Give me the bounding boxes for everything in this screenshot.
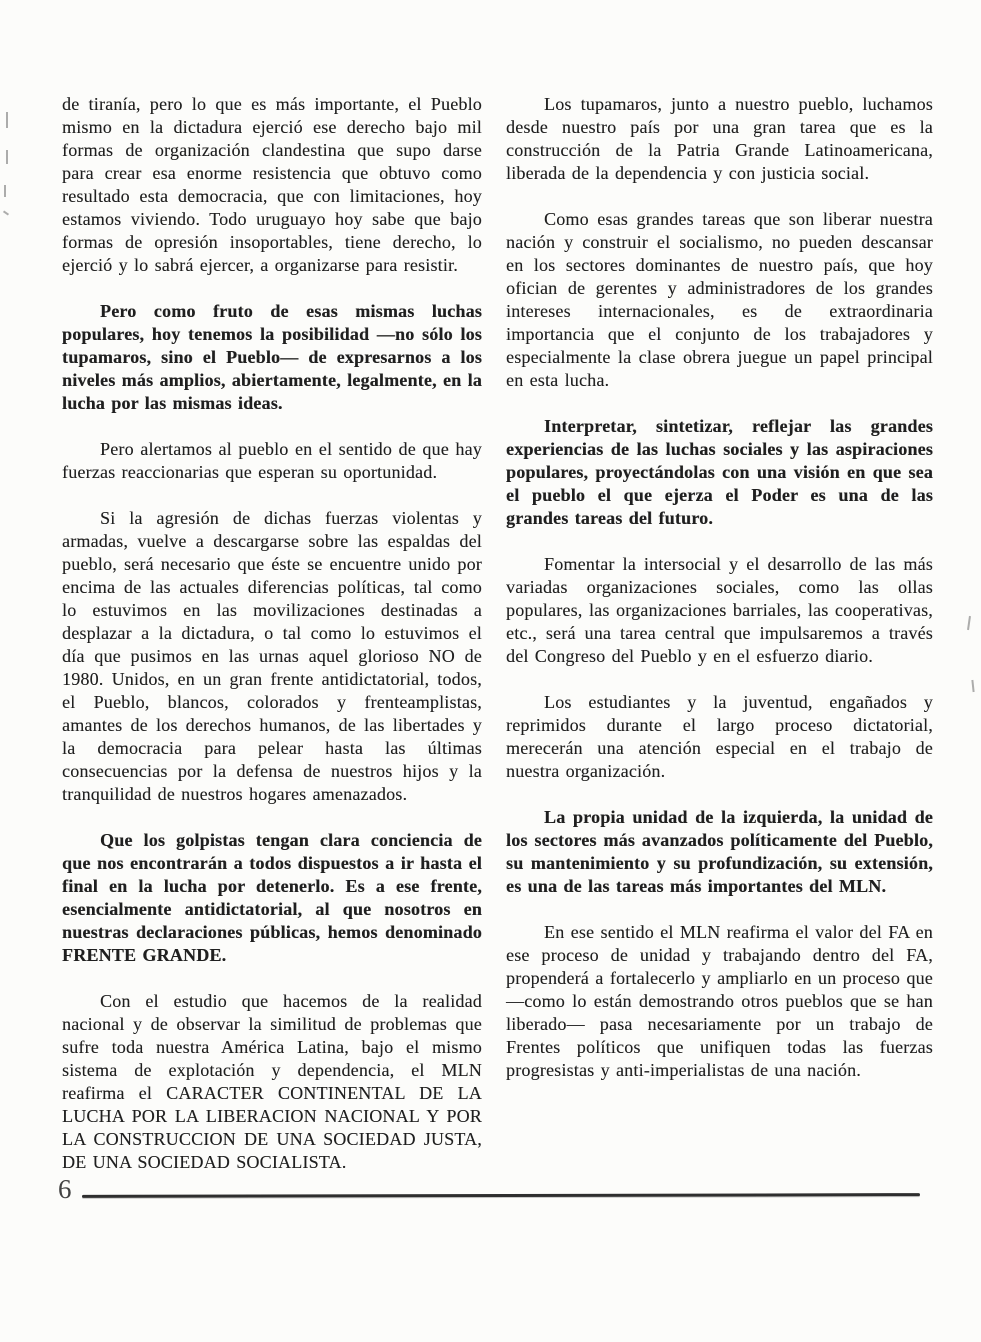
paragraph: En ese sentido el MLN reafirma el valor del FA en ese proceso de unidad y trabajando dentro del FA, propenderá a fortalecerlo y ampliarlo en un proceso que —como lo están demostrando otros pueblos que se han liberado— pasa necesariamente por un trabajo de Frentes políticos que unifiquen todas las fuerzas progresistas y anti-imperialistas de una nación. bbox=[506, 922, 933, 1080]
paragraph: La propia unidad de la izquierda, la unidad de los sectores más avanzados políticamente del Pueblo, su mantenimiento y su profundización, su extensión, es una de las tareas más importantes del MLN. bbox=[506, 807, 933, 896]
scan-artifact-mark bbox=[6, 112, 8, 128]
scan-artifact-mark bbox=[4, 185, 6, 197]
paragraph: Interpretar, sintetizar, reflejar las grandes experiencias de las luchas sociales y las aspiraciones populares, proyectándolas con una visión en que sea el pueblo el que ejerza el Poder es una de las grandes tareas del futuro. bbox=[506, 416, 933, 528]
scan-artifact-mark bbox=[967, 616, 971, 630]
paragraph: Los estudiantes y la juventud, engañados y reprimidos durante el largo proceso dictatorial, merecerán una atención especial en el trabajo de nuestra organización. bbox=[506, 692, 933, 781]
page-footer bbox=[58, 1172, 923, 1212]
scan-artifact-mark bbox=[6, 150, 8, 164]
paragraph: Fomentar la intersocial y el desarrollo de las más variadas organizaciones sociales, como las ollas populares, las organizaciones barriales, las cooperativas, etc., será una tarea central que impulsaremos a través del Congreso del Pueblo y en el esfuerzo diario. bbox=[506, 554, 933, 666]
page-number: 6 bbox=[58, 1174, 72, 1204]
scan-artifact-mark bbox=[3, 210, 9, 215]
paragraph: Si la agresión de dichas fuerzas violentas y armadas, vuelve a descargarse sobre las espaldas del pueblo, será necesario que éste se encuentre unido por encima de las actuales diferencias políticas, tal como lo estuvimos en las movilizaciones destinadas a desplazar a la dictadura, o tal como lo estuvimos el día que pusimos en las urnas aquel glorioso NO de 1980. Unidos, en un gran frente antidictatorial, todos, el Pueblo, blancos, colorados y frenteamplistas, amantes de los derechos humanos, de las libertades y la democracia para pelear hasta las últimas consecuencias por la defensa de nuestros hijos y la tranquilidad de nuestros hogares amenazados. bbox=[62, 508, 482, 804]
paragraph: Con el estudio que hacemos de la realidad nacional y de observar la similitud de problemas que sufre toda nuestra América Latina, bajo el mismo sistema de explotación y dependencia, el MLN reafirma el CARACTER CONTINENTAL DE LA LUCHA POR LA LIBERACION NACIONAL Y POR LA CONSTRUCCION DE UNA SOCIEDAD JUSTA, DE UNA SOCIEDAD SOCIALISTA. bbox=[62, 991, 482, 1172]
paragraph: Que los golpistas tengan clara conciencia de que nos encontrarán a todos dispuestos a ir hasta el final en la lucha por detenerlo. Es a ese frente, esencialmente antidictatorial, al que nosotros en nuestras declaraciones públicas, hemos denominado FRENTE GRANDE. bbox=[62, 830, 482, 965]
scan-artifact-mark bbox=[971, 680, 974, 692]
left-text-column bbox=[62, 93, 482, 1197]
footer-rule bbox=[82, 1193, 920, 1198]
paragraph: Pero como fruto de esas mismas luchas populares, hoy tenemos la posibilidad —no sólo los tupamaros, sino el Pueblo— de expresarnos a los niveles más amplios, abiertamente, legalmente, en la lucha por las mismas ideas. bbox=[62, 301, 482, 413]
paragraph: Pero alertamos al pueblo en el sentido de que hay fuerzas reaccionarias que esperan su oportunidad. bbox=[62, 439, 482, 482]
paragraph: Los tupamaros, junto a nuestro pueblo, luchamos desde nuestro país por una gran tarea que es la construcción de la Patria Grande Latinoamericana, liberada de la dependencia y con justicia social. bbox=[506, 94, 933, 183]
right-text-column bbox=[506, 93, 933, 1105]
paragraph: de tiranía, pero lo que es más importante, el Pueblo mismo en la dictadura ejerció ese derecho bajo mil formas de organización clandestina que supo darse para crear esa enorme resistencia que obtuvo como resultado esta democracia, que con limitaciones, hoy estamos viviendo. Todo uruguayo hoy sabe que bajo formas de opresión insoportables, tiene derecho, lo ejerció y lo sabrá ejercer, a organizarse para resistir. bbox=[62, 94, 482, 275]
paragraph: Como esas grandes tareas que son liberar nuestra nación y construir el socialismo, no pueden descansar en los sectores dominantes de nuestro país, que hoy ofician de gerentes y administradores de los grandes intereses internacionales, es de extraordinaria importancia que el conjunto de los trabajadores y especialmente la clase obrera juegue un papel principal en esta lucha. bbox=[506, 209, 933, 390]
